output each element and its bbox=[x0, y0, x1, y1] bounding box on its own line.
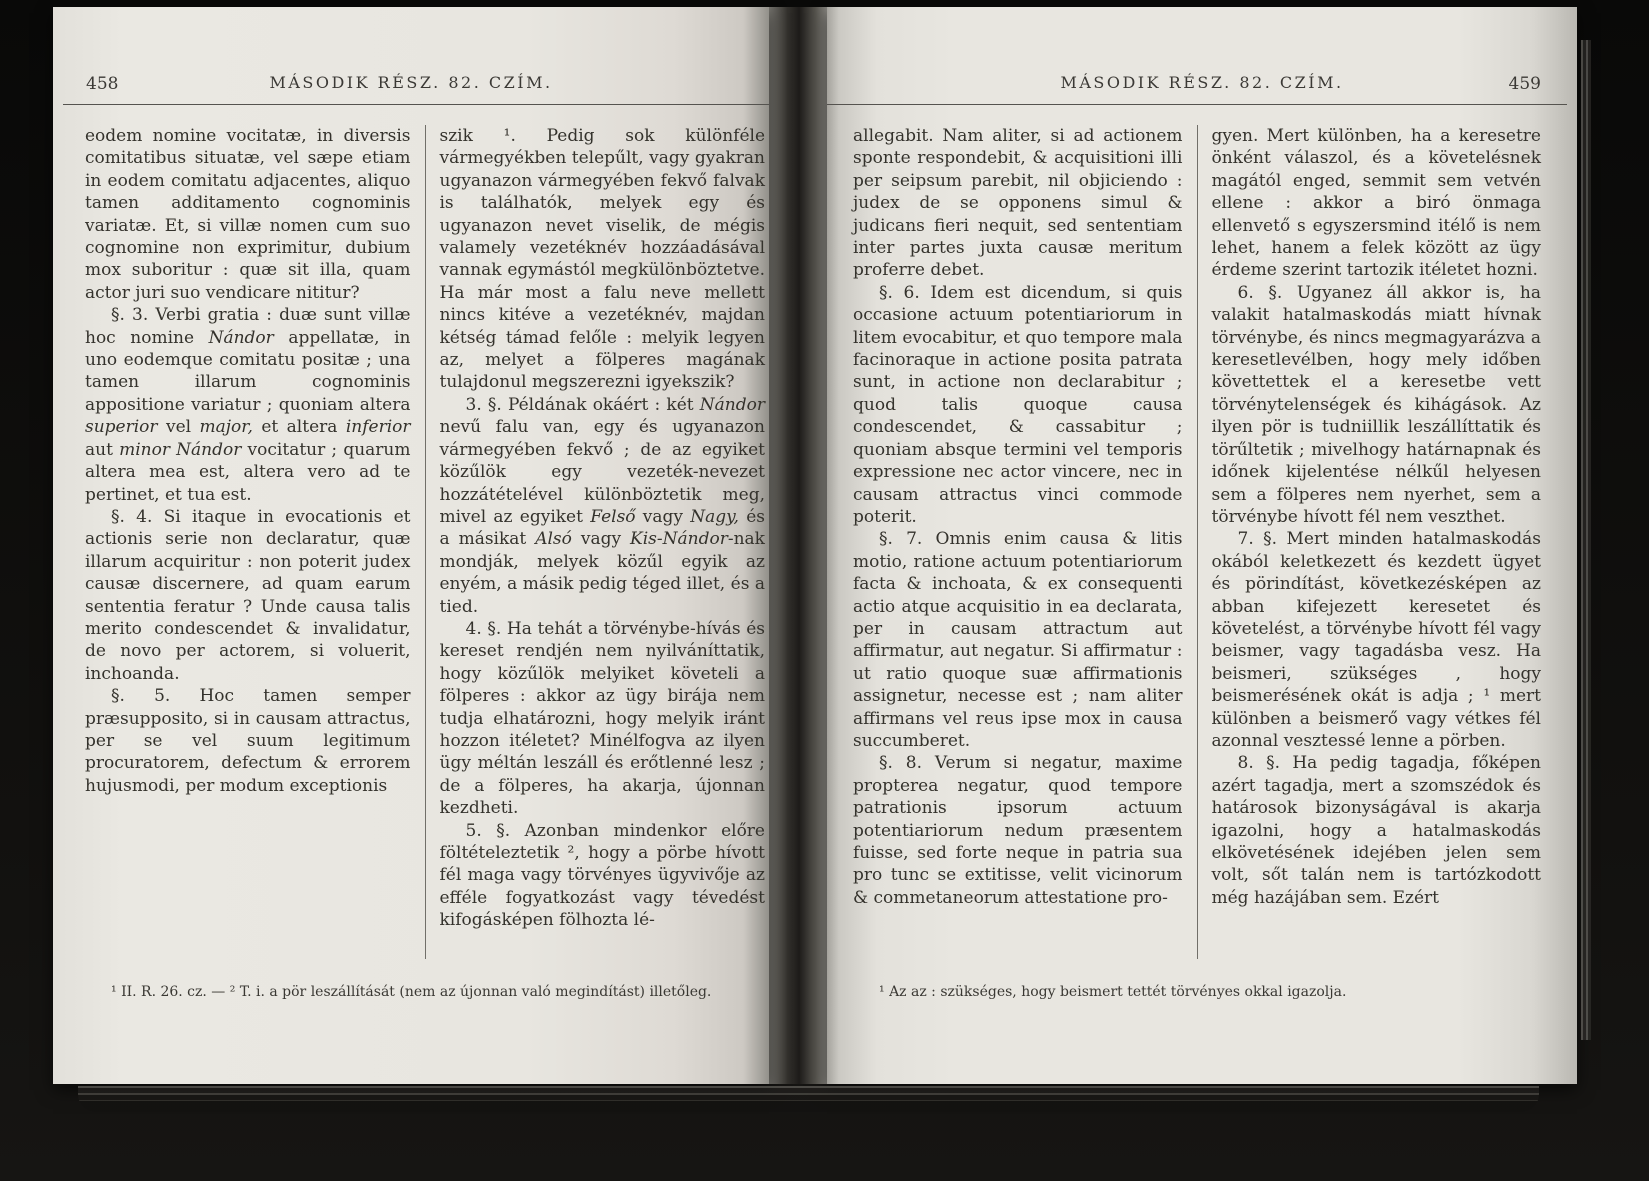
italic-text: major, bbox=[199, 417, 253, 438]
page-number-right: 459 bbox=[1508, 74, 1541, 94]
italic-text: Alsó bbox=[535, 529, 572, 550]
running-title-left: MÁSODIK RÉSZ. 82. CZÍM. bbox=[269, 73, 553, 92]
paragraph bbox=[1212, 528, 1542, 752]
book-spine bbox=[769, 7, 827, 1084]
text-columns-left bbox=[53, 125, 769, 959]
paragraph bbox=[440, 820, 766, 932]
paragraph bbox=[440, 394, 766, 618]
italic-text: Felső bbox=[590, 506, 636, 527]
hungarian-column-left bbox=[440, 125, 766, 959]
text-run: §. 4. Si itaque in evocationis et actionis serie non declaratur, quæ illarum acquiritur : non poterit judex causæ discernere, ad quam earum sententia feratur ? Unde causa talis merito condescendet & invalidatur, de novo per actorem, si voluerit, inchoanda. bbox=[85, 506, 411, 684]
paragraph bbox=[1212, 282, 1542, 528]
text-run: §. 3. Verbi gratia : duæ sunt villæ hoc nomine bbox=[85, 305, 411, 348]
footnote-right: ¹ Az az : szükséges, hogy beismert tettét törvényes okkal igazolja. bbox=[879, 984, 1347, 1000]
text-run: vocitatur ; quarum altera mea est, altera vero ad te pertinet, et tua est. bbox=[85, 439, 411, 505]
text-run: nevű falu van, egy és ugyanazon vármegyében fekvő ; de az egyiket közűlök egy vezeték-nevezet hozzátételével különböztetik meg, mivel az egyiket bbox=[439, 417, 765, 527]
text-run: 7. §. Mert minden hatalmaskodás okából keletkezett és kezdett ügyet és pörindítást, következésképen az abban kifejezett keresetet és követelést, a törvénybe hívott fél vagy beismer, vagy tagadásba vesz. Ha beismeri, szükséges , hogy beismerésének okát is adja ; ¹ mert különben a beismerő vagy vétkes fél azonnal vesztessé lenne a pörben. bbox=[1211, 529, 1541, 751]
text-run: et altera bbox=[252, 417, 346, 438]
text-run: 3. §. Példának okáért : két bbox=[465, 394, 700, 415]
latin-column-left bbox=[85, 125, 411, 959]
header-rule-left bbox=[63, 104, 769, 105]
text-columns-right bbox=[827, 125, 1577, 959]
text-run: 8. §. Ha pedig tagadja, főképen azért tagadja, mert a szomszédok és határosok bizonyságával is akarja igazolni, hogy a hatalmaskodás elkövetésének idejében jelen sem volt, sőt talán nem is tartózkodott még hazájában sem. Ezért bbox=[1211, 753, 1541, 908]
text-run: -nak mondják, melyek közűl egyik az enyém, a másik pedig téged illet, és a tied. bbox=[439, 529, 765, 617]
paragraph bbox=[1212, 125, 1542, 282]
text-run: 5. §. Azonban mindenkor előre föltételeztetik ², hogy a pörbe hívott fél maga vagy törvényes ügyvivője az efféle fogyatkozást vagy tévedést kifogásképen fölhozta lé- bbox=[439, 820, 765, 931]
italic-text: Nándor bbox=[699, 394, 765, 415]
text-run: 4. §. Ha tehát a törvénybe-hívás és kereset rendjén nem nyilváníttatik, hogy közűlök melyiket követeli a fölperes : akkor az ügy birája nem tudja elhatározni, hogy melyik iránt hozzon itéletet? Minélfogva az ilyen ügy méltán leszáll és erőtlenné lesz ; de a fölperes, ha akarja, újonnan kezdheti. bbox=[439, 618, 765, 819]
italic-text: Kis-Nándor bbox=[630, 529, 728, 550]
hungarian-column-right bbox=[1212, 125, 1542, 959]
paragraph bbox=[85, 506, 411, 685]
text-run: gyen. Mert különben, ha a keresetre önként válaszol, és a követelésnek magától enged, semmit sem vetvén ellene : akkor a biró önmaga ellenvető s egyszersmind itélő is nem lehet, hanem a felek között az ügy érdeme szerint tartozik itéletet hozni. bbox=[1211, 126, 1541, 281]
text-run: §. 5. Hoc tamen semper præsupposito, si in causam attractus, per se vel suum legitimum procuratorem, defectum & errorem hujusmodi, per modum exceptionis bbox=[85, 686, 411, 796]
paragraph bbox=[853, 752, 1183, 909]
running-title-right: MÁSODIK RÉSZ. 82. CZÍM. bbox=[1060, 73, 1344, 92]
column-divider-left bbox=[425, 125, 426, 959]
paragraph bbox=[440, 618, 766, 820]
italic-text: minor Nándor bbox=[119, 439, 242, 460]
text-run: eodem nomine vocitatæ, in diversis comitatibus situatæ, vel sæpe etiam in eodem comitatu adjacentes, aliquo tamen additamento cognominis variatæ. Et, si villæ nomen cum suo cognomine non exprimitur, dubium mox suboritur : quæ sit illa, quam actor juri suo vendicare nititur? bbox=[85, 126, 411, 303]
text-run: és a másikat bbox=[439, 506, 765, 550]
paragraph bbox=[853, 125, 1183, 282]
text-run: allegabit. Nam aliter, si ad actionem sponte respondebit, & acquisitioni illi per seipsum parebit, nil objiciendo : judex de se opponens simul & judicans fieri nequit, sed sententiam inter partes juxta causæ meritum proferre debet. bbox=[853, 126, 1183, 281]
latin-column-right bbox=[853, 125, 1183, 959]
text-run: vagy bbox=[571, 529, 631, 550]
page-stack-bottom-edge bbox=[78, 1086, 1539, 1112]
paragraph bbox=[853, 282, 1183, 528]
text-run: §. 7. Omnis enim causa & litis motio, ratione actuum potentiariorum facta & inchoata, & ex consequenti actio atque acquisitio in ea declarata, per in causam attractum aut affirmatur, aut negatur. Si affirmatur : ut ratio quoque suæ affirmationis assignetur, necesse est ; nam aliter affirmans vel reus ipse mox in causa succumberet. bbox=[853, 529, 1183, 751]
paragraph bbox=[1212, 752, 1542, 909]
italic-text: superior bbox=[85, 417, 158, 438]
page-left bbox=[53, 7, 769, 1084]
footnote-left: ¹ II. R. 26. cz. — ² T. i. a pör leszállítását (nem az újonnan való megindítást) illetőleg. bbox=[111, 984, 712, 1000]
text-run: szik ¹. Pedig sok különféle vármegyékben telepűlt, vagy gyakran ugyanazon vármegyében fekvő falvak is találhatók, melyek egy és ugyanazon nevet viselik, de mégis valamely vezetéknév hozzáadásával vannak egymástól megkülönböztetve. Ha már most a falu neve mellett nincs kitéve a vezetéknév, majdan kétség támad felőle : melyik legyen az, melyet a fölperes magának tulajdonul megszerezni igyekszik? bbox=[439, 126, 765, 393]
paragraph bbox=[853, 528, 1183, 752]
text-run: §. 6. Idem est dicendum, si quis occasione actuum potentiariorum in litem evocabitur, et quo tempore mala facinoraque in actione posita patrata sunt, in actione non declarabitur ; quod talis quoque causa condescendet, & cassabitur ; quoniam absque termini vel temporis expressione nec actor vincere, nec in causam attractus vinci commode poterit. bbox=[853, 282, 1183, 527]
page-stack-right-edge bbox=[1581, 40, 1591, 1040]
text-run: vel bbox=[157, 417, 200, 438]
text-run: vagy bbox=[635, 506, 691, 527]
italic-text: Nándor bbox=[208, 327, 274, 348]
paragraph bbox=[440, 125, 766, 394]
column-divider-right bbox=[1197, 125, 1198, 959]
page-number-left: 458 bbox=[86, 74, 119, 94]
paragraph bbox=[85, 685, 411, 797]
running-head-left bbox=[53, 73, 769, 95]
paragraph bbox=[85, 304, 411, 506]
text-run: aut bbox=[85, 439, 120, 460]
page-right bbox=[827, 7, 1577, 1084]
header-rule-right bbox=[827, 104, 1567, 105]
text-run: 6. §. Ugyanez áll akkor is, ha valakit hatalmaskodás miatt hívnak törvénybe, és nincs megmagyarázva a keresetlevélben, hogy mely időben követtettek el a keresetbe vett törvénytelenségek és kihágások. Az ilyen pör is tudniillik leszállíttatik és törűltetik ; mivelhogy határnapnak és időnek kijelentése nélkűl helyesen sem a fölperes nem nyerhet, sem a törvénybe hívott fél nem veszthet. bbox=[1211, 282, 1541, 527]
text-run: appellatæ, in uno eodemque comitatu positæ ; una tamen illarum cognominis appositione variatur ; quoniam altera bbox=[85, 327, 411, 415]
paragraph bbox=[85, 125, 411, 304]
italic-text: Nagy, bbox=[690, 506, 739, 527]
running-head-right bbox=[827, 73, 1577, 95]
italic-text: inferior bbox=[345, 417, 411, 438]
text-run: §. 8. Verum si negatur, maxime propterea negatur, quod tempore patrationis ipsorum actuum potentiariorum nedum præsentem fuisse, sed forte neque in patria sua pro tunc se extitisse, velit vicinorum & commetaneorum attestatione pro- bbox=[853, 753, 1183, 908]
